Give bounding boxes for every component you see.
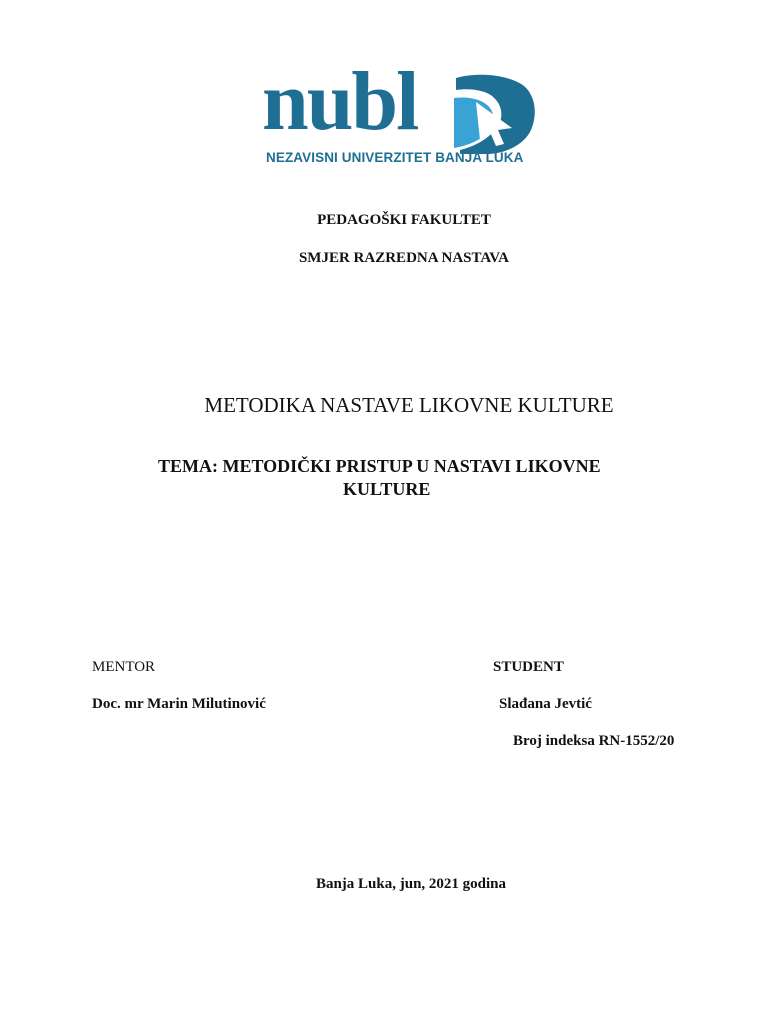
logo-wordmark: nubl [262,55,418,148]
arrow-swoosh-icon [446,72,538,156]
university-logo [258,55,546,200]
logo-university-name: NEZAVISNI UNIVERZITET BANJA LUKA [266,150,524,165]
student-label: STUDENT [493,659,564,675]
place-and-date: Banja Luka, jun, 2021 godina [315,876,507,892]
faculty-heading: PEDAGOŠKI FAKULTET [317,212,491,228]
mentor-name: Doc. mr Marin Milutinović [92,696,266,712]
topic-line-1: TEMA: METODIČKI PRISTUP U NASTAVI LIKOVNE [158,456,601,476]
direction-heading: SMJER RAZREDNA NASTAVA [298,250,510,266]
course-title: METODIKA NASTAVE LIKOVNE KULTURE [204,393,614,417]
student-index: Broj indeksa RN-1552/20 [513,733,675,749]
mentor-label: MENTOR [92,659,156,675]
student-name: Slađana Jevtić [499,696,592,712]
topic-line-2: KULTURE [343,479,431,499]
